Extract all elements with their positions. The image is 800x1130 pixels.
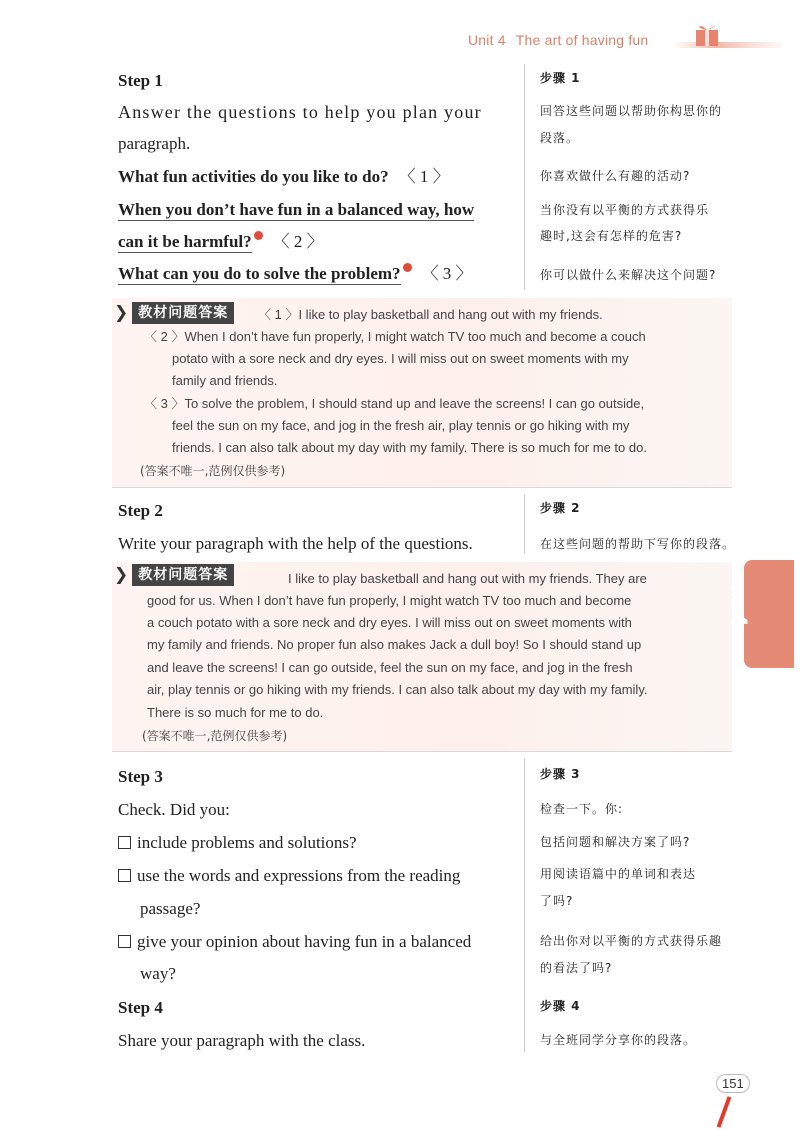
step2-title: Step 2: [118, 501, 163, 520]
answer1-item2-line1: 〈 2 〉When I don’t have fun properly, I might watch TV too much and become a couch: [144, 329, 646, 344]
footnote-marker-icon: [254, 231, 263, 240]
step4-title-zh: 步骤 4: [540, 999, 581, 1013]
answer2-line3: a couch potato with a sore neck and dry eyes. I will miss out on sweet moments with: [147, 615, 632, 630]
question-3-number: 〈 3 〉: [421, 264, 473, 283]
question-3-text: What can you do to solve the problem?: [118, 264, 401, 283]
step1-instruction-line1: Answer the questions to help you plan your: [118, 102, 482, 122]
step4-instruction: Share your paragraph with the class.: [118, 1031, 366, 1050]
column-divider: [524, 64, 525, 290]
page-number: 151: [716, 1074, 750, 1093]
answer2-line1: I like to play basketball and hang out with my friends. They are: [288, 571, 647, 586]
answer-tag-2: [114, 564, 234, 586]
answer1-note: (答案不唯一,范例仅供参考): [140, 464, 286, 478]
step3-instruction-zh: 检查一下。你:: [540, 802, 624, 816]
step1-instruction-zh-1: 回答这些问题以帮助你构思你的: [540, 104, 723, 118]
question-1-number: 〈 1 〉: [398, 167, 450, 186]
answer2-line7: There is so much for me to do.: [147, 705, 324, 720]
gift-box-decoration-icon: [672, 22, 782, 52]
question-1-zh: 你喜欢做什么有趣的活动?: [540, 169, 691, 183]
answer-tag-label: 教材问题答案: [132, 302, 234, 324]
checklist-item-1[interactable]: [118, 832, 357, 854]
answer2-line2: good for us. When I don’t have fun properly, I might watch TV too much and become: [147, 593, 632, 608]
answer1-item3-line2: feel the sun on my face, and jog in the fresh air, play tennis or go hiking with my: [172, 418, 630, 433]
checklist-item-2[interactable]: [118, 865, 460, 887]
question-2-line2: [118, 231, 324, 253]
answer1-item3-line3: friends. I can also talk about my day with my family. There is so much for me to do.: [172, 440, 647, 455]
checklist-item-2-zh-2: 了吗?: [540, 894, 574, 908]
step3-title-zh: 步骤 3: [540, 767, 581, 781]
question-3-zh: 你可以做什么来解决这个问题?: [540, 268, 717, 282]
checkbox[interactable]: [118, 869, 131, 882]
checklist-item-1-text: include problems and solutions?: [137, 833, 357, 852]
answer2-note: (答案不唯一,范例仅供参考): [142, 729, 288, 743]
checklist-item-3-text-line1: give your opinion about having fun in a balanced: [137, 932, 472, 951]
question-1: [118, 166, 450, 188]
question-1-text: What fun activities do you like to do?: [118, 167, 389, 186]
question-2-text-line1: When you don’t have fun in a balanced way, how: [118, 200, 475, 219]
header-title: The art of having fun: [515, 32, 649, 48]
step3-title: Step 3: [118, 767, 163, 786]
unit-side-tab-text: Unit: [727, 582, 744, 609]
column-divider: [524, 494, 525, 554]
checkbox[interactable]: [118, 935, 131, 948]
checkbox[interactable]: [118, 836, 131, 849]
step3-instruction: Check. Did you:: [118, 800, 230, 819]
step1-title-zh: 步骤 1: [540, 71, 581, 85]
step2-title-zh: 步骤 2: [540, 501, 581, 515]
column-divider: [524, 758, 525, 1052]
step4-title: Step 4: [118, 998, 163, 1017]
red-bookmark-mark: [717, 1096, 732, 1127]
header-unit: Unit 4: [468, 32, 506, 48]
step2-instruction-zh: 在这些问题的帮助下写你的段落。: [540, 537, 736, 551]
question-2-text-line2: can it be harmful?: [118, 232, 252, 251]
answer1-item2-line2: potato with a sore neck and dry eyes. I will miss out on sweet moments with my: [172, 351, 629, 366]
answer1-item1: 〈 1 〉I like to play basketball and hang out with my friends.: [258, 307, 603, 322]
checklist-item-1-zh: 包括问题和解决方案了吗?: [540, 835, 691, 849]
step2-instruction: Write your paragraph with the help of the questions.: [118, 534, 473, 553]
answer2-line5: and leave the screens! I can go outside, feel the sun on my face, and jog in the fresh: [147, 660, 633, 675]
unit-side-tab-label: [724, 582, 752, 626]
question-3: [118, 263, 473, 285]
checklist-item-3[interactable]: [118, 931, 471, 953]
question-2-number: 〈 2 〉: [272, 232, 324, 251]
answer2-line4: my family and friends. No proper fun also makes Jack a dull boy! So I should stand up: [147, 637, 642, 652]
answer2-line6: air, play tennis or go hiking with my friends. I can also talk about my day with my family.: [147, 682, 648, 697]
checklist-item-3-zh-2: 的看法了吗?: [540, 961, 613, 975]
chevron-right-icon: ❯: [114, 303, 129, 323]
answer-tag-label: 教材问题答案: [132, 564, 234, 586]
checklist-item-3-zh-1: 给出你对以平衡的方式获得乐趣: [540, 934, 723, 948]
answer1-item3-line1: 〈 3 〉To solve the problem, I should stand up and leave the screens! I can go outside,: [144, 396, 645, 411]
step4-instruction-zh: 与全班同学分享你的段落。: [540, 1033, 697, 1047]
question-2-line1: [118, 199, 510, 221]
checklist-item-2-text-line1: use the words and expressions from the reading: [137, 866, 461, 885]
answer1-item2-line3: family and friends.: [172, 373, 278, 388]
checklist-item-3-text-line2: way?: [140, 964, 176, 983]
checklist-item-2-zh-1: 用阅读语篇中的单词和表达: [540, 867, 697, 881]
unit-side-tab[interactable]: [725, 560, 794, 668]
chevron-right-icon: ❯: [114, 565, 129, 585]
running-header: [468, 32, 648, 48]
step1-instruction-line2: paragraph.: [118, 134, 191, 153]
unit-side-tab-number: 4: [725, 612, 752, 627]
footnote-marker-icon: [403, 263, 412, 272]
question-2-zh-2: 趣时,这会有怎样的危害?: [540, 229, 683, 243]
question-2-zh-1: 当你没有以平衡的方式获得乐: [540, 203, 710, 217]
answer-tag-1: [114, 302, 234, 324]
step1-title: Step 1: [118, 71, 163, 90]
step1-instruction-zh-2: 段落。: [540, 131, 580, 145]
checklist-item-2-text-line2: passage?: [140, 899, 201, 918]
